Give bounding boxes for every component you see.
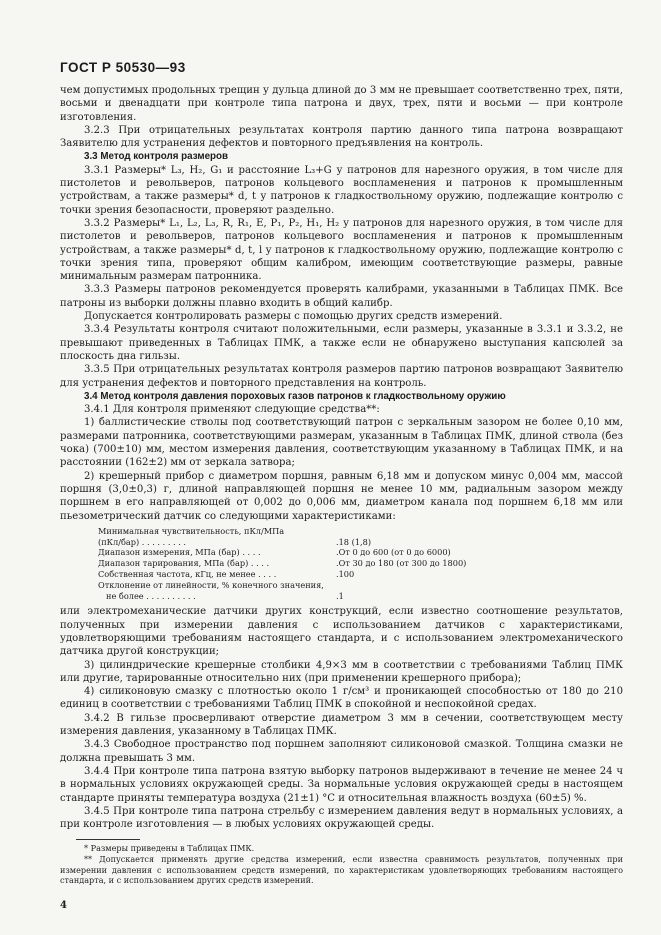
spec-label: Диапазон тарирования, МПа (бар) . . . . <box>98 558 270 569</box>
spec-row <box>98 547 623 558</box>
spec-label: Собственная частота, кГц, не менее . . . . <box>98 568 277 579</box>
paragraph-3-3-5: 3.3.5 При отрицательных результатах контроля размеров партию патронов возвращают Заявителю для устранения дефектов и повторного представления на контроль. <box>60 364 623 389</box>
paragraph-3-3-1: 3.3.1 Размеры* L₃, H₂, G₁ и расстояние L₃+G у патронов для нарезного оружия, в том числе для пистолетов и револьверов, патронов кольцевого воспламенения и патронов к промышленным устройствам, а также размеры* d, t у патронов к гладкоствольному оружию, подлежащие контролю с точки зрения безопасности, проверяют раздельно. <box>60 164 623 216</box>
section-heading-3-4: 3.4 Метод контроля давления пороховых газов патронов к гладкоствольному оружию <box>84 390 506 402</box>
spec-value: .От 30 до 180 (от 300 до 1800) <box>336 558 467 569</box>
spec-value: .1 <box>336 590 344 601</box>
spec-row <box>98 569 623 580</box>
paragraph-3-4-4: 3.4.4 При контроле типа патрона взятую выборку патронов выдерживают в течение не менее 24 ч в нормальных условиях окружающей среды. За нормальные условия окружающей среды в настоящем стандарте приняты температура воздуха (21±1) °С и относительная влажность воздуха (60±5) %. <box>60 765 623 804</box>
paragraph-sensor-alternative: или электромеханические датчики других конструкций, если известно соотношение результатов, полученных при измерении давления с использованием датчиков с характеристиками, удовлетворяющими требованиям настоящего стандарта, и с использованием электромеханического датчика другой конструкции; <box>60 606 623 658</box>
footnote-divider <box>76 839 140 840</box>
spec-row <box>98 558 623 569</box>
footnote-2: ** Допускается применять другие средства измерений, если известна сравнимость результатов, полученных при измерении давления с использованием средств измерений, по характеристикам удовлетворяющих требованиям настоящего стандарта, и с использованием других средств измерений. <box>60 854 623 886</box>
spec-row <box>98 591 623 602</box>
footnote-1: * Размеры приведены в Таблицах ПМК. <box>84 843 255 854</box>
list-item-1: 1) баллистические стволы под соответствующий патрон с зеркальным зазором не более 0,10 мм, размерами патронника, соответствующими размерам, указанным в Таблицах ПМК, длиной ствола (без чока) (700±10) мм, местом измерения давления, соответствующим указанному в Таблицах ПМК, и на расстоянии (162±2) мм от зеркала затвора; <box>60 417 623 469</box>
list-item-4: 4) силиконовую смазку с плотностью около 1 г/см³ и проникающей способностью от 180 до 210 единиц в соответствии с требованиями Таблиц ПМК в спокойной и неспокойной средах. <box>60 686 623 711</box>
document-body <box>60 84 623 886</box>
standard-header: ГОСТ Р 50530—93 <box>60 60 186 75</box>
paragraph-3-3-3: 3.3.3 Размеры патронов рекомендуется проверять калибрами, указанными в Таблицах ПМК. Все патроны из выборки должны плавно входить в общий калибр. <box>60 284 623 309</box>
section-heading-3-3: 3.3 Метод контроля размеров <box>84 151 229 163</box>
page-number: 4 <box>60 900 67 911</box>
paragraph-3-4-3: 3.4.3 Свободное пространство под поршнем заполняют силиконовой смазкой. Толщина смазки не должна превышать 3 мм. <box>60 739 623 764</box>
spec-value: .От 0 до 600 (от 0 до 6000) <box>336 547 451 558</box>
spec-value: .100 <box>336 568 355 579</box>
paragraph-3-4-1: 3.4.1 Для контроля применяют следующие средства**: <box>84 404 380 416</box>
spec-row <box>98 537 623 548</box>
paragraph-3-3-4: 3.3.4 Результаты контроля считают положительными, если размеры, указанные в 3.3.1 и 3.3.2, не превышают приведенных в Таблицах ПМК, а также если не обнаружено выступания капсюлей за плоскость дна гильзы. <box>60 324 623 362</box>
spec-label: Отклонение от линейности, % конечного значения, <box>98 579 324 590</box>
paragraph-3-4-5: 3.4.5 При контроле типа патрона стрельбу с измерением давления ведут в нормальных условиях, а при контроле изготовления — в любых условиях окружающей среды. <box>60 805 623 831</box>
paragraph-3-4-2: 3.4.2 В гильзе просверливают отверстие диаметром 3 мм в сечении, соответствующем месту измерения давления, указанному в Таблицах ПМК. <box>60 712 623 738</box>
paragraph-3-3-2: 3.3.2 Размеры* L₁, L₂, L₃, R, R₁, E, P₁, P₂, H₁, H₂ у патронов для нарезного оружия, в том числе для пистолетов и револьверов, патронов кольцевого воспламенения и патронов к промышленным устройствам, а также размеры* d, t, l у патронов к гладкоствольному оружию, подлежащие контролю с точки зрения типа, проверяют общим калибром, имеющим соответствующие размеры, равные минимальным размерам патронника. <box>60 217 623 283</box>
paragraph-continuation: чем допустимых продольных трещин у дульца длиной до 3 мм не превышает соответственно трех, пяти, восьми и двенадцати при контроле типа патрона и двух, трех, пяти и восьми — при контроле изготовления. <box>60 85 623 123</box>
paragraph-3-2-3: 3.2.3 При отрицательных результатах контроля партию данного типа патрона возвращают Заявителю для устранения дефектов и повторного предъявления на контроль. <box>60 124 623 150</box>
sensor-specs-table <box>98 526 623 602</box>
spec-label: Диапазон измерения, МПа (бар) . . . . <box>98 547 261 558</box>
spec-row <box>98 580 623 591</box>
paragraph-allowed-measurements: Допускается контролировать размеры с помощью других средств измерений. <box>84 311 503 323</box>
list-item-3: 3) цилиндрические крешерные столбики 4,9×3 мм в соответствии с требованиями Таблиц ПМК или другие, тарированные относительно них (при применении крешерного прибора); <box>60 659 623 684</box>
list-item-2: 2) крешерный прибор с диаметром поршня, равным 6,18 мм и допуском минус 0,004 мм, массой поршня (3,0±0,3) г, длиной направляющей поршня не менее 10 мм, радиальным зазором между поршнем в его направляющей от 0,002 до 0,006 мм, диаметром канала под поршнем 6,18 мм или пьезометрический датчик со следующими характеристиками: <box>60 470 623 522</box>
spec-value: .18 (1,8) <box>336 536 372 547</box>
spec-label: (пКл/бар) . . . . . . . . . <box>98 536 187 547</box>
spec-label: не более . . . . . . . . . . <box>106 590 196 601</box>
specs-heading: Минимальная чувствительность, пКл/МПа <box>98 525 285 536</box>
